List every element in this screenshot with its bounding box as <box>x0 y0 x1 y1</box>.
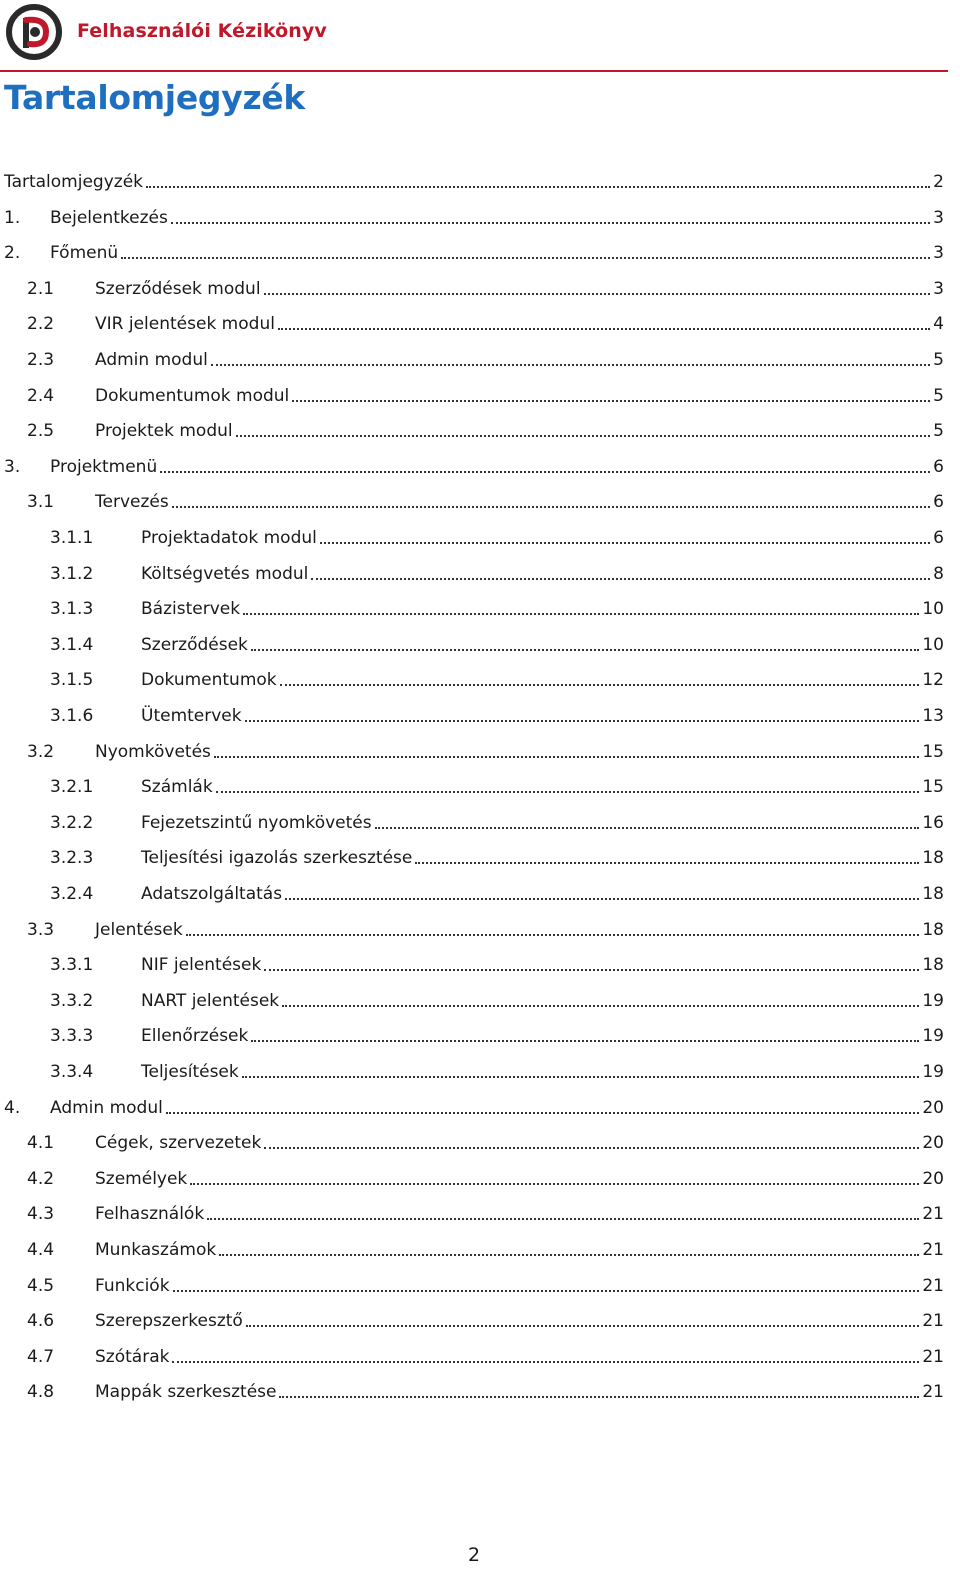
toc-entry[interactable] <box>4 806 944 834</box>
toc-dot-leader <box>243 613 919 615</box>
toc-entry-page: 21 <box>922 1240 944 1260</box>
toc-entry-number: 2.2 <box>27 314 55 335</box>
toc-entry-number: 2.3 <box>27 350 55 370</box>
toc-entry-page: 6 <box>933 528 944 548</box>
header-divider <box>0 70 948 72</box>
toc-dot-leader <box>264 293 931 295</box>
toc-dot-leader <box>172 506 930 508</box>
toc-entry-title: Felhasználók <box>95 1204 205 1225</box>
toc-entry-page: 18 <box>922 848 944 869</box>
toc-entry[interactable] <box>4 877 944 905</box>
toc-entry[interactable] <box>4 272 944 300</box>
circular-d-logo-icon <box>6 4 62 60</box>
toc-entry-title: Projektmenü <box>50 456 158 477</box>
toc-dot-leader <box>211 364 930 366</box>
page-title: Tartalomjegyzék <box>4 78 306 117</box>
toc-entry[interactable] <box>4 984 944 1012</box>
toc-entry[interactable] <box>4 1091 944 1119</box>
toc-entry-page: 5 <box>933 421 944 442</box>
toc-entry[interactable] <box>4 1375 944 1403</box>
toc-dot-leader <box>190 1183 919 1185</box>
toc-entry-page: 18 <box>922 884 944 904</box>
toc-entry-title: Admin modul <box>50 1097 163 1118</box>
toc-dot-leader <box>245 720 920 722</box>
toc-entry[interactable] <box>4 1340 944 1368</box>
toc-entry-title: Dokumentumok modul <box>95 385 290 406</box>
toc-entry-page: 15 <box>922 741 944 762</box>
document-title: Felhasználói Kézikönyv <box>77 20 327 42</box>
toc-entry-title: Ellenőrzések <box>141 1026 249 1047</box>
toc-entry-page: 15 <box>922 777 944 798</box>
toc-entry-page: 21 <box>922 1204 944 1225</box>
toc-entry-number: 4.1 <box>27 1133 55 1154</box>
toc-entry[interactable] <box>4 343 944 371</box>
toc-entry[interactable] <box>4 913 944 941</box>
toc-dot-leader <box>264 969 919 971</box>
toc-entry[interactable] <box>4 165 944 193</box>
toc-entry-number: 4.5 <box>27 1275 55 1296</box>
toc-entry-title: Projektek modul <box>95 421 233 442</box>
toc-entry-title: NIF jelentések <box>141 955 262 976</box>
toc-entry[interactable] <box>4 841 944 869</box>
toc-entry-title: Tartalomjegyzék <box>4 172 144 192</box>
toc-entry[interactable] <box>4 1162 944 1190</box>
toc-dot-leader <box>207 1218 919 1220</box>
toc-entry-title: Jelentések <box>95 919 183 940</box>
toc-entry-number: 4.7 <box>27 1346 55 1367</box>
toc-entry[interactable] <box>4 201 944 229</box>
toc-entry-page: 21 <box>922 1346 944 1367</box>
toc-entry-page: 8 <box>933 563 944 584</box>
toc-entry[interactable] <box>4 414 944 442</box>
toc-entry-title: Számlák <box>141 777 213 798</box>
toc-dot-leader <box>280 684 920 686</box>
toc-entry[interactable] <box>4 735 944 763</box>
toc-entry-title: Teljesítések <box>141 1062 239 1082</box>
toc-entry-page: 13 <box>922 706 944 726</box>
toc-entry-page: 12 <box>922 670 944 691</box>
toc-entry-page: 21 <box>922 1382 944 1403</box>
toc-entry-page: 6 <box>933 492 944 513</box>
toc-dot-leader <box>285 898 919 900</box>
toc-dot-leader <box>375 827 920 829</box>
toc-dot-leader <box>172 1361 919 1363</box>
toc-entry-page: 10 <box>922 634 944 655</box>
toc-dot-leader <box>236 435 931 437</box>
toc-entry-page: 6 <box>933 456 944 477</box>
toc-entry[interactable] <box>4 450 944 478</box>
toc-entry-number: 3.1 <box>27 492 55 513</box>
toc-entry[interactable] <box>4 663 944 691</box>
toc-entry[interactable] <box>4 628 944 656</box>
toc-entry-title: Munkaszámok <box>95 1240 217 1260</box>
toc-entry-page: 21 <box>922 1275 944 1296</box>
toc-entry-number: 3.1.3 <box>50 599 94 620</box>
toc-entry-number: 2.5 <box>27 421 55 442</box>
toc-dot-leader <box>282 1005 919 1007</box>
toc-entry-title: Költségvetés modul <box>141 563 309 584</box>
toc-dot-leader <box>251 1040 919 1042</box>
toc-entry-number: 4.8 <box>27 1382 55 1403</box>
toc-entry[interactable] <box>4 592 944 620</box>
toc-entry[interactable] <box>4 485 944 513</box>
toc-dot-leader <box>292 400 930 402</box>
toc-dot-leader <box>251 649 919 651</box>
toc-entry-page: 18 <box>922 919 944 940</box>
toc-entry-number: 3.3.1 <box>50 955 94 976</box>
toc-entry-number: 3.3 <box>27 919 55 940</box>
toc-entry-title: Szerepszerkesztő <box>95 1311 243 1332</box>
toc-entry[interactable] <box>4 699 944 727</box>
toc-entry-title: VIR jelentések modul <box>95 314 275 335</box>
toc-entry-number: 3.1.4 <box>50 634 94 655</box>
toc-entry-page: 3 <box>933 278 944 299</box>
toc-entry[interactable] <box>4 1269 944 1297</box>
toc-entry-number: 3.1.6 <box>50 706 94 726</box>
toc-entry-title: Mappák szerkesztése <box>95 1382 277 1403</box>
toc-entry[interactable] <box>4 1126 944 1154</box>
toc-dot-leader <box>320 542 930 544</box>
toc-entry-page: 20 <box>922 1168 944 1189</box>
toc-entry-number: 4.6 <box>27 1311 55 1332</box>
toc-entry-number: 4.2 <box>27 1168 55 1189</box>
toc-entry-number: 3.2.2 <box>50 812 94 833</box>
toc-entry-title: Admin modul <box>95 350 208 370</box>
toc-entry[interactable] <box>4 1019 944 1047</box>
toc-entry-title: Dokumentumok <box>141 670 277 691</box>
toc-entry[interactable] <box>4 521 944 549</box>
toc-entry-title: Tervezés <box>95 492 169 513</box>
toc-entry-page: 19 <box>922 1062 944 1082</box>
toc-entry-number: 3.3.3 <box>50 1026 94 1047</box>
toc-dot-leader <box>278 328 930 330</box>
toc-dot-leader <box>146 186 930 188</box>
toc-entry[interactable] <box>4 1055 944 1083</box>
toc-entry-page: 20 <box>922 1133 944 1154</box>
toc-entry-number: 3.2.3 <box>50 848 94 869</box>
toc-dot-leader <box>219 1254 919 1256</box>
toc-entry-title: Szerződések <box>141 634 248 655</box>
toc-dot-leader <box>166 1112 920 1114</box>
page-header <box>0 0 960 72</box>
toc-entry-number: 2.4 <box>27 385 55 406</box>
toc-entry-number: 2. <box>4 243 21 264</box>
toc-entry-title: Funkciók <box>95 1275 170 1296</box>
toc-entry-title: Szótárak <box>95 1346 170 1367</box>
toc-entry-number: 3.3.2 <box>50 990 94 1011</box>
toc-entry-number: 2.1 <box>27 278 55 299</box>
toc-dot-leader <box>121 257 930 259</box>
toc-entry-number: 3. <box>4 456 21 477</box>
toc-entry[interactable] <box>4 236 944 264</box>
toc-entry[interactable] <box>4 1304 944 1332</box>
toc-entry-title: Személyek <box>95 1168 188 1189</box>
toc-entry-number: 3.1.1 <box>50 528 94 548</box>
toc-entry-title: Adatszolgáltatás <box>141 884 283 904</box>
toc-entry[interactable] <box>4 1233 944 1261</box>
toc-entry-number: 4.4 <box>27 1240 55 1260</box>
toc-entry-page: 16 <box>922 812 944 833</box>
toc-entry-title: NART jelentések <box>141 990 280 1011</box>
toc-entry-page: 10 <box>922 599 944 620</box>
toc-dot-leader <box>214 756 919 758</box>
toc-dot-leader <box>171 222 930 224</box>
toc-entry-number: 3.2.1 <box>50 777 94 798</box>
toc-entry-page: 19 <box>922 1026 944 1047</box>
toc-dot-leader <box>264 1147 919 1149</box>
toc-entry-number: 1. <box>4 207 21 228</box>
toc-entry-title: Bejelentkezés <box>50 207 168 228</box>
toc-entry-title: Fejezetszintű nyomkövetés <box>141 812 372 833</box>
toc-entry[interactable] <box>4 379 944 407</box>
toc-entry-title: Főmenü <box>50 243 119 264</box>
toc-entry-number: 4. <box>4 1097 21 1118</box>
toc-dot-leader <box>186 934 920 936</box>
toc-dot-leader <box>279 1396 919 1398</box>
toc-entry-page: 20 <box>922 1097 944 1118</box>
page-number: 2 <box>467 1544 481 1566</box>
toc-entry-page: 4 <box>933 314 944 335</box>
toc-entry-number: 3.2.4 <box>50 884 94 904</box>
toc-entry[interactable] <box>4 557 944 585</box>
toc-entry-title: Teljesítési igazolás szerkesztése <box>141 848 413 869</box>
toc-entry-title: Cégek, szervezetek <box>95 1133 262 1154</box>
toc-entry-number: 3.2 <box>27 741 55 762</box>
toc-entry-page: 19 <box>922 990 944 1011</box>
toc-dot-leader <box>160 471 930 473</box>
toc-entry-page: 3 <box>933 207 944 228</box>
toc-entry-title: Projektadatok modul <box>141 528 317 548</box>
toc-entry-page: 21 <box>922 1311 944 1332</box>
toc-dot-leader <box>242 1076 920 1078</box>
toc-dot-leader <box>311 578 930 580</box>
toc-entry-page: 5 <box>933 350 944 370</box>
toc-entry-title: Bázistervek <box>141 599 241 620</box>
toc-dot-leader <box>246 1325 920 1327</box>
toc-dot-leader <box>415 862 919 864</box>
toc-entry[interactable] <box>4 307 944 335</box>
toc-entry-title: Ütemtervek <box>141 706 242 726</box>
toc-entry-page: 5 <box>933 385 944 406</box>
toc-entry[interactable] <box>4 770 944 798</box>
toc-entry-title: Nyomkövetés <box>95 741 211 762</box>
toc-entry-number: 3.3.4 <box>50 1062 94 1082</box>
toc-entry-page: 3 <box>933 243 944 264</box>
toc-entry-page: 18 <box>922 955 944 976</box>
toc-entry-number: 3.1.5 <box>50 670 94 691</box>
toc-entry[interactable] <box>4 1197 944 1225</box>
toc-entry-number: 3.1.2 <box>50 563 94 584</box>
toc-entry-page: 2 <box>933 172 944 192</box>
toc-entry[interactable] <box>4 948 944 976</box>
toc-dot-leader <box>173 1290 920 1292</box>
toc-dot-leader <box>216 791 920 793</box>
toc-entry-number: 4.3 <box>27 1204 55 1225</box>
toc-entry-title: Szerződések modul <box>95 278 261 299</box>
